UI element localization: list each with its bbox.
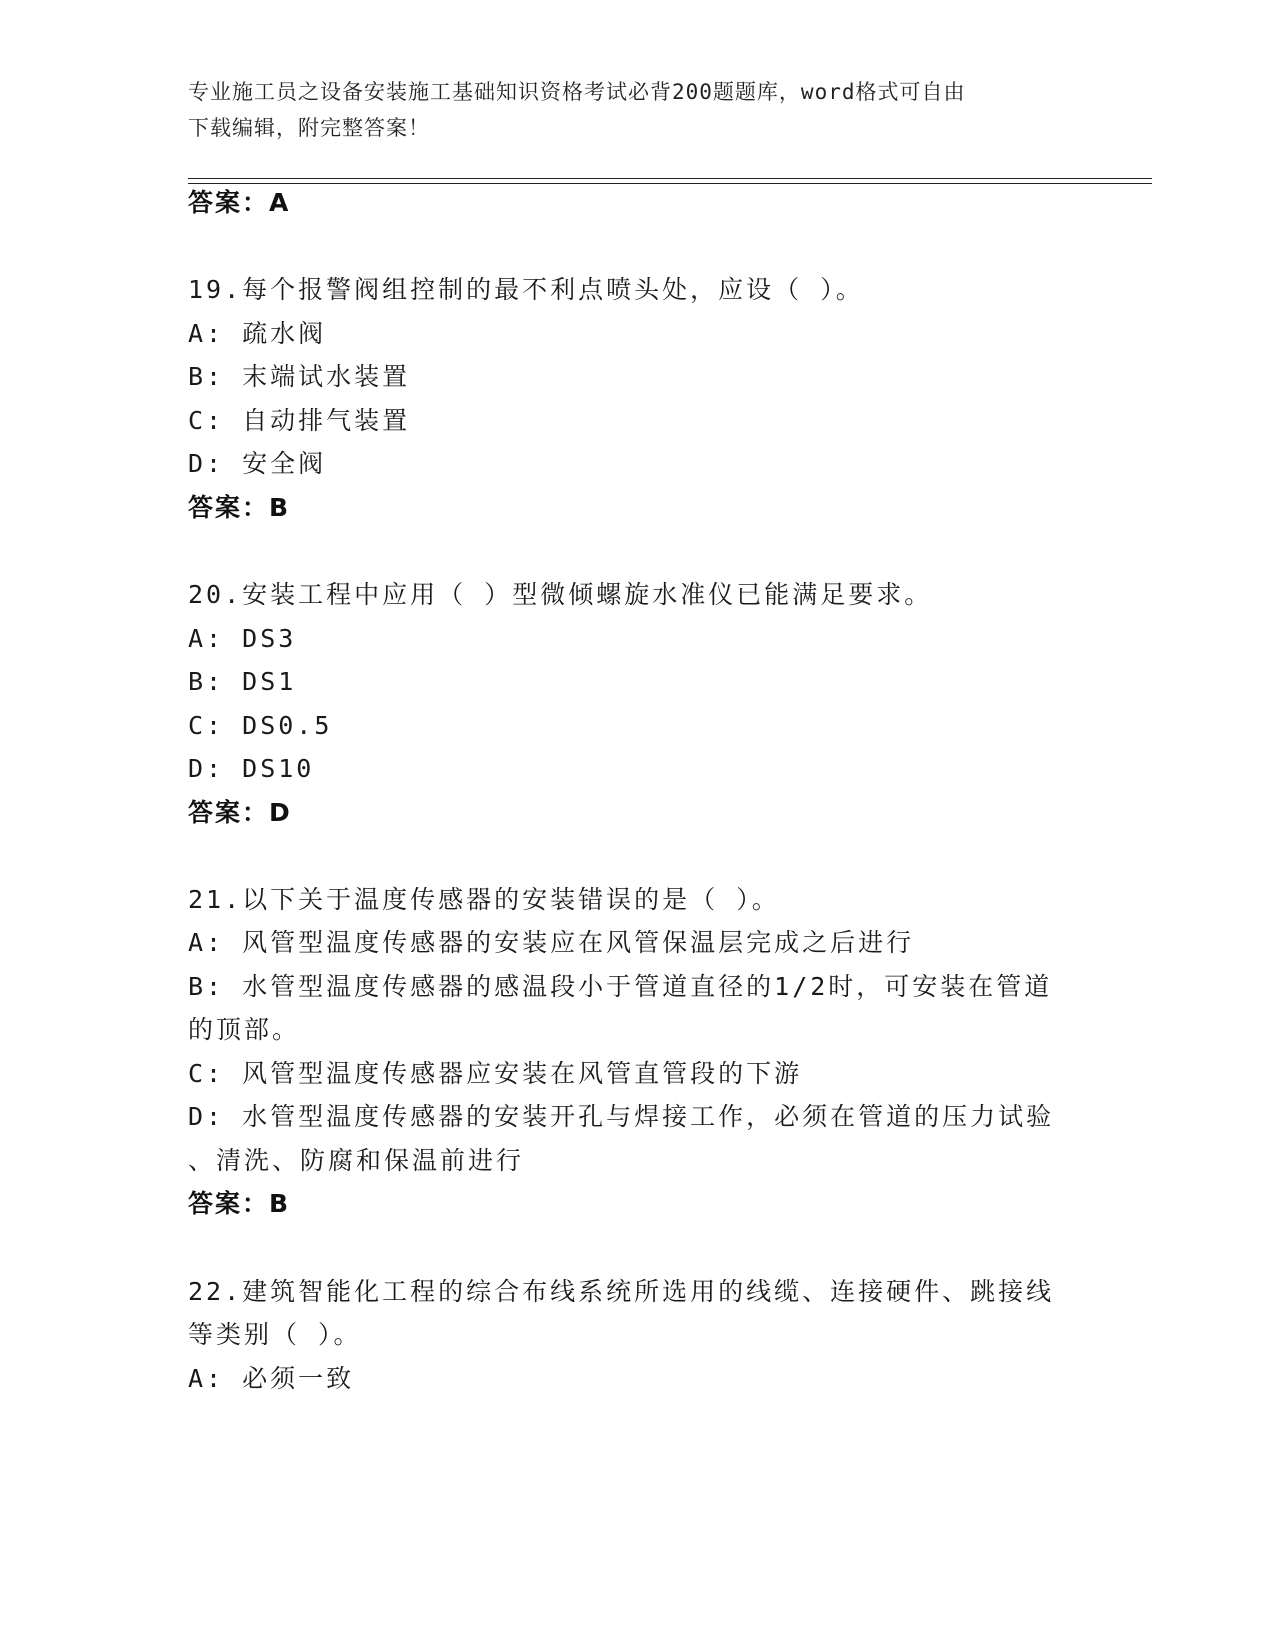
question-22-stem-cont: 等类别（ ）。 (188, 1320, 362, 1349)
question-21-answer: 答案：B (188, 1189, 291, 1218)
question-20-option-a: A: DS3 (188, 624, 297, 653)
question-22-stem: 22.建筑智能化工程的综合布线系统所选用的线缆、连接硬件、跳接线 (188, 1277, 1055, 1306)
question-20-option-c: C: DS0.5 (188, 711, 333, 740)
question-21-option-a: A: 风管型温度传感器的安装应在风管保温层完成之后进行 (188, 928, 915, 957)
question-19-answer: 答案：B (188, 493, 291, 522)
header-line-2: 下载编辑，附完整答案！ (188, 116, 430, 140)
question-21-option-b: B: 水管型温度传感器的感温段小于管道直径的1/2时，可安装在管道 (188, 972, 1053, 1001)
question-21-stem: 21.以下关于温度传感器的安装错误的是（ ）。 (188, 885, 780, 914)
question-21-option-b-cont: 的顶部。 (188, 1015, 301, 1044)
question-21-option-c: C: 风管型温度传感器应安装在风管直管段的下游 (188, 1059, 803, 1088)
header-line-1: 专业施工员之设备安装施工基础知识资格考试必背200题题库，word格式可自由 (188, 80, 966, 104)
question-19-option-d: D: 安全阀 (188, 449, 327, 478)
question-21-option-d: D: 水管型温度传感器的安装开孔与焊接工作，必须在管道的压力试验 (188, 1102, 1055, 1131)
document-header (188, 74, 1068, 146)
question-22-option-a: A: 必须一致 (188, 1364, 355, 1393)
question-20-option-b: B: DS1 (188, 667, 297, 696)
header-rule-top (188, 178, 1152, 179)
question-21-option-d-cont: 、清洗、防腐和保温前进行 (188, 1146, 525, 1175)
question-20-option-d: D: DS10 (188, 754, 315, 783)
question-19-option-b: B: 末端试水装置 (188, 362, 411, 391)
question-19-stem: 19.每个报警阀组控制的最不利点喷头处，应设（ ）。 (188, 275, 864, 304)
question-19-option-c: C: 自动排气装置 (188, 406, 411, 435)
answer-18: 答案：A (188, 188, 291, 217)
question-19-option-a: A: 疏水阀 (188, 319, 327, 348)
question-20-answer: 答案：D (188, 798, 292, 827)
question-20-stem: 20.安装工程中应用（ ）型微倾螺旋水准仪已能满足要求。 (188, 580, 933, 609)
